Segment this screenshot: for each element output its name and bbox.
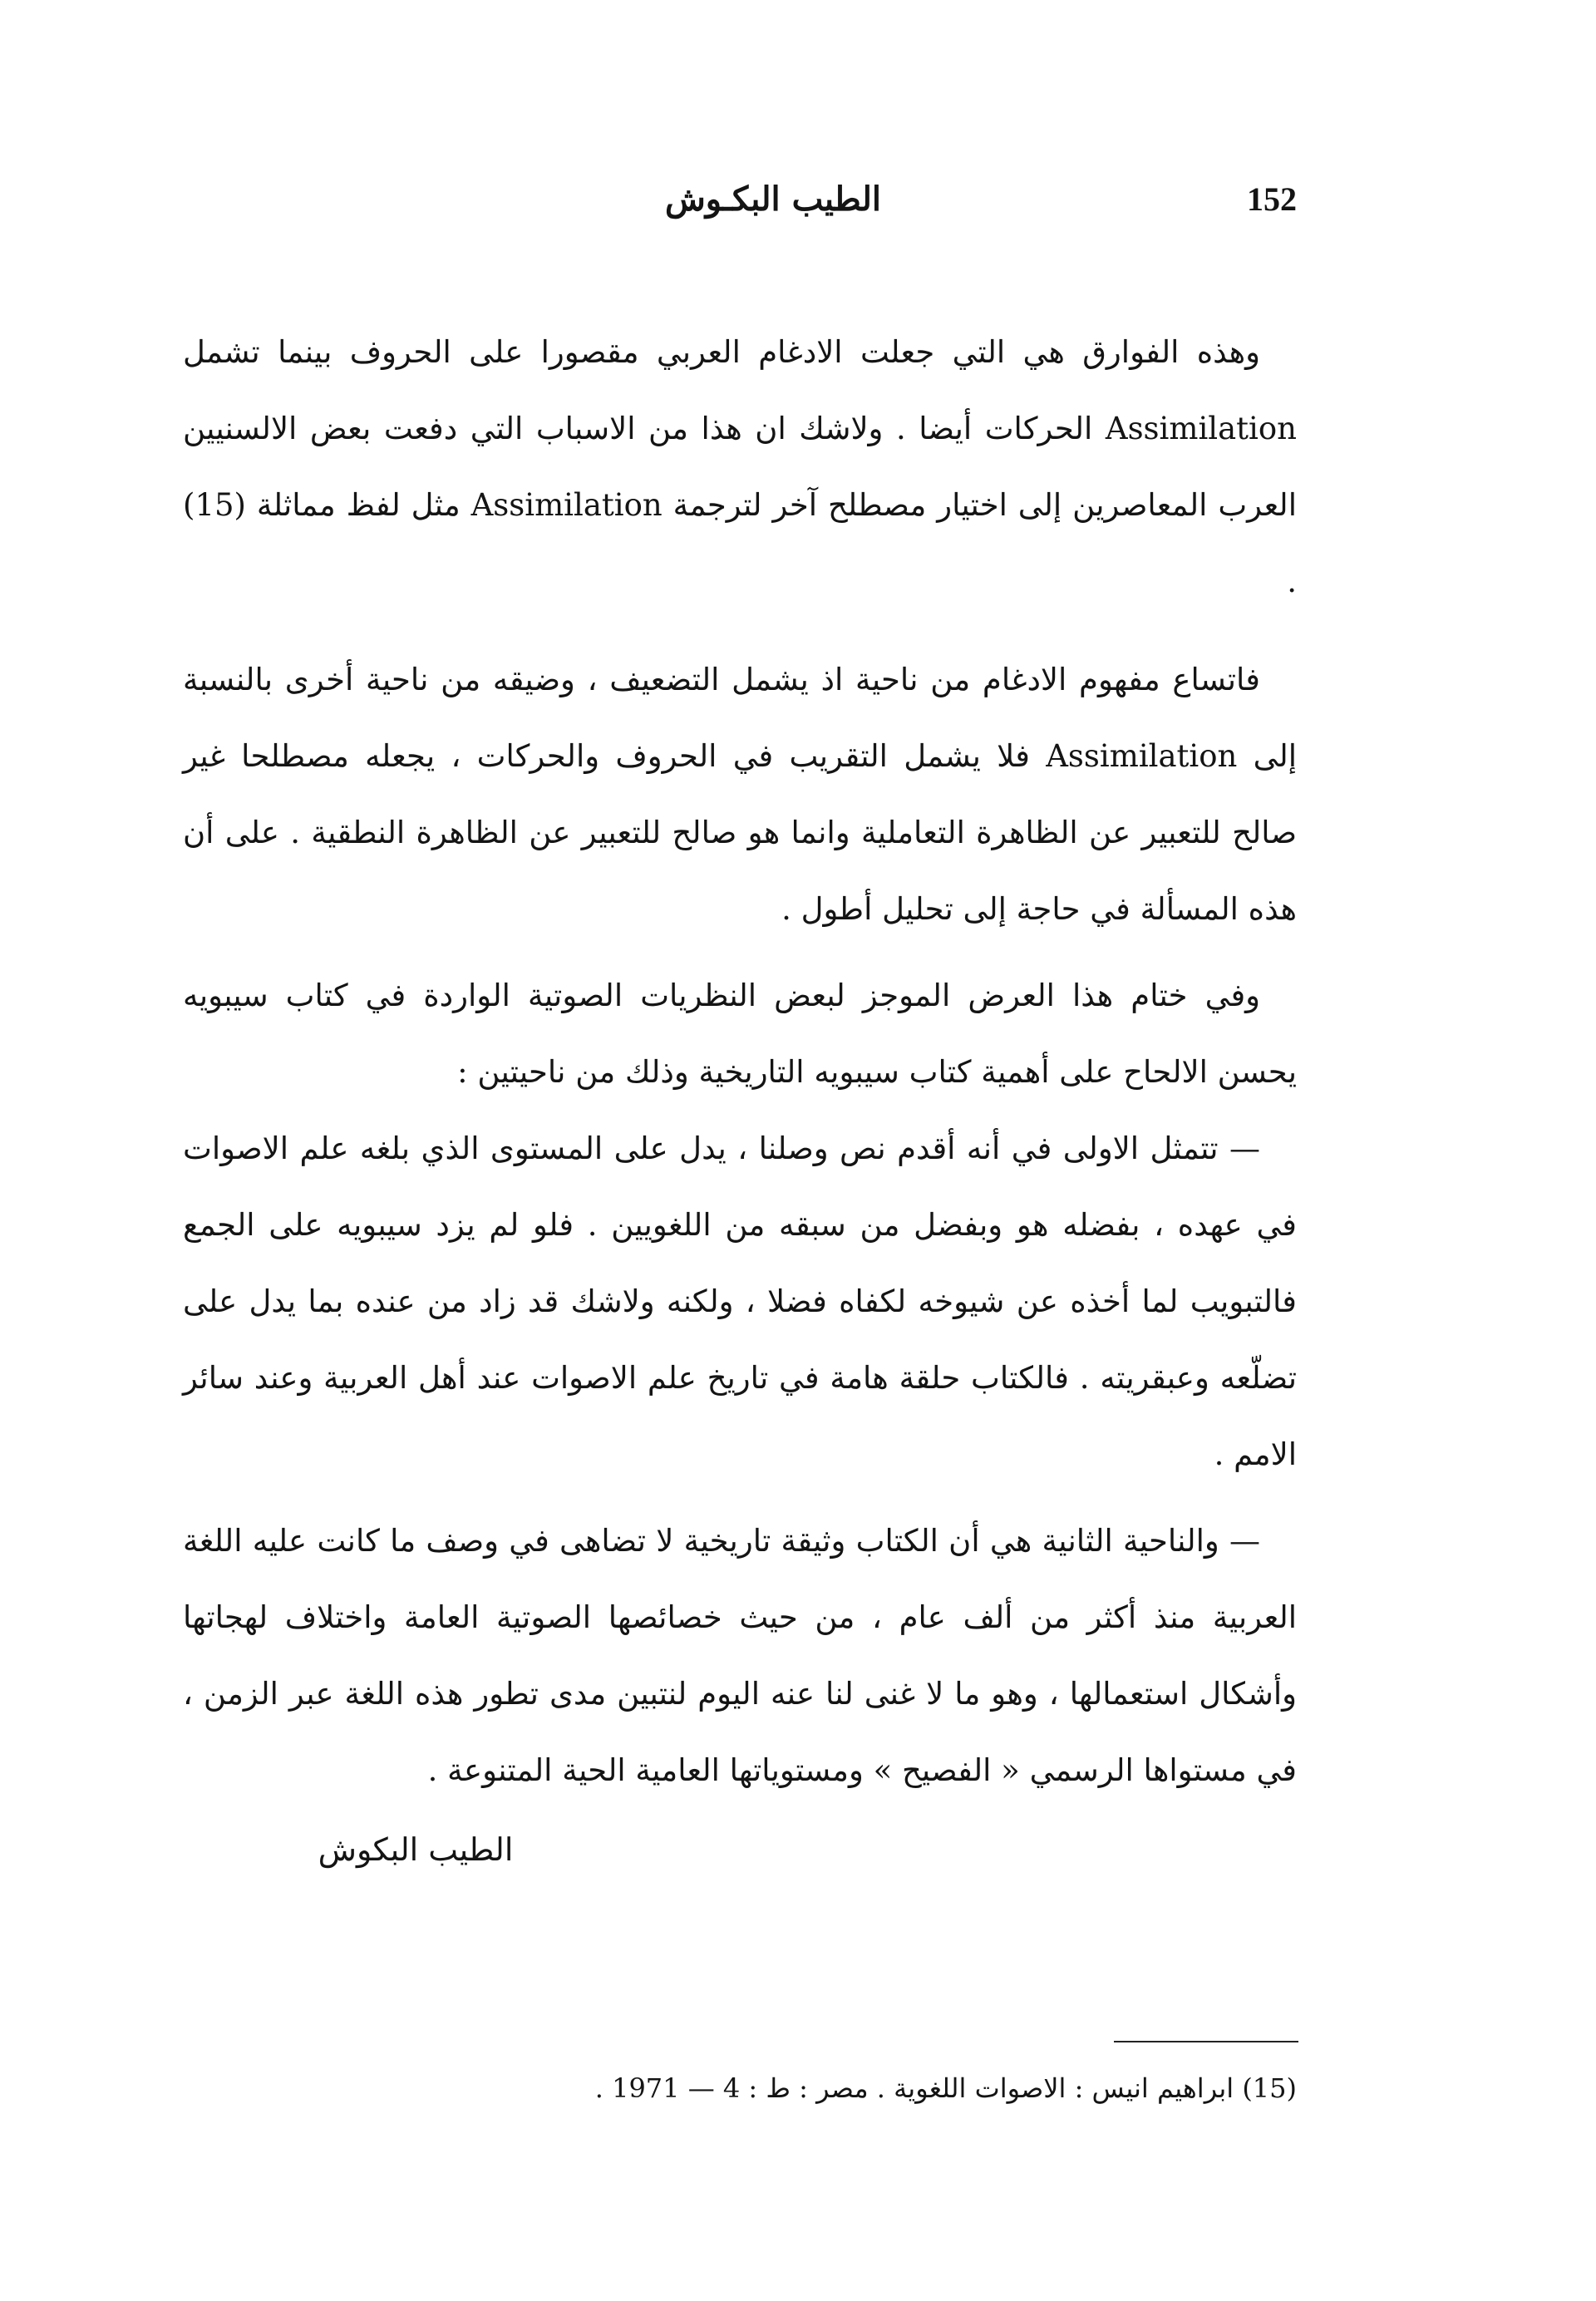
footnote-divider bbox=[1114, 2041, 1298, 2042]
paragraph-5: — والناحية الثانية هي أن الكتاب وثيقة تاريخية لا تضاهى في وصف ما كانت عليه اللغة العربية منذ أكثر من ألف عام ، من حيث خصائصها الصوتية العامة واختلاف لهجاتها وأشكال استعمالها ، وهو ما لا غنى لنا عنه اليوم لنتبين مدى تطور هذه اللغة عبر الزمن ، في مستواها الرسمي « الفصيح » ومستوياتها العامية الحية المتنوعة . bbox=[183, 1523, 1297, 1788]
paragraph-2: فاتساع مفهوم الادغام من ناحية اذ يشمل التضعيف ، وضيقه من ناحية أخرى بالنسبة إلى Assimilation فلا يشمل التقريب في الحروف والحركات ، يجعله مصطلحا غير صالح للتعبير عن الظاهرة التعاملية وانما هو صالح للتعبير عن الظاهرة النطقية . على أن هذه المسألة في حاجة إلى تحليل أطول . bbox=[183, 662, 1298, 927]
running-header bbox=[183, 170, 1297, 229]
author-signature: الطيب البكوش bbox=[318, 1831, 514, 1868]
paragraph-3: وفي ختام هذا العرض الموجز لبعض النظريات الصوتية الواردة في كتاب سيبويه يحسن الالحاح على أهمية كتاب سيبويه التاريخية وذلك من ناحيتين : bbox=[183, 978, 1297, 1090]
body-text bbox=[183, 314, 1297, 1809]
paragraph-1: وهذه الفوارق هي التي جعلت الادغام العربي مقصورا على الحروف بينما تشمل Assimilation الحركات أيضا . ولاشك ان هذا من الاسباب التي دفعت بعض الالسنيين العرب المعاصرين إلى اختيار مصطلح آخر لترجمة Assimilation مثل لفظ مماثلة (15) . bbox=[183, 334, 1297, 599]
page-number: 152 bbox=[1247, 180, 1297, 218]
paragraph-4: — تتمثل الاولى في أنه أقدم نص وصلنا ، يدل على المستوى الذي بلغه علم الاصوات في عهده ، بفضله هو وبفضل من سبقه من اللغويين . فلو لم يزد سيبويه على الجمع فالتبويب لما أخذه عن شيوخه لكفاه فضلا ، ولكنه ولاشك قد زاد من عنده بما يدل على تضلّعه وعبقريته . فالكتاب حلقة هامة في تاريخ علم الاصوات عند أهل العربية وعند سائر الامم . bbox=[183, 1131, 1297, 1472]
running-title: الطيب البكـوش bbox=[664, 180, 882, 219]
footnote-15: (15) ابراهيم انيس : الاصوات اللغوية . مصر : ط : 4 — 1971 . bbox=[594, 2072, 1297, 2104]
